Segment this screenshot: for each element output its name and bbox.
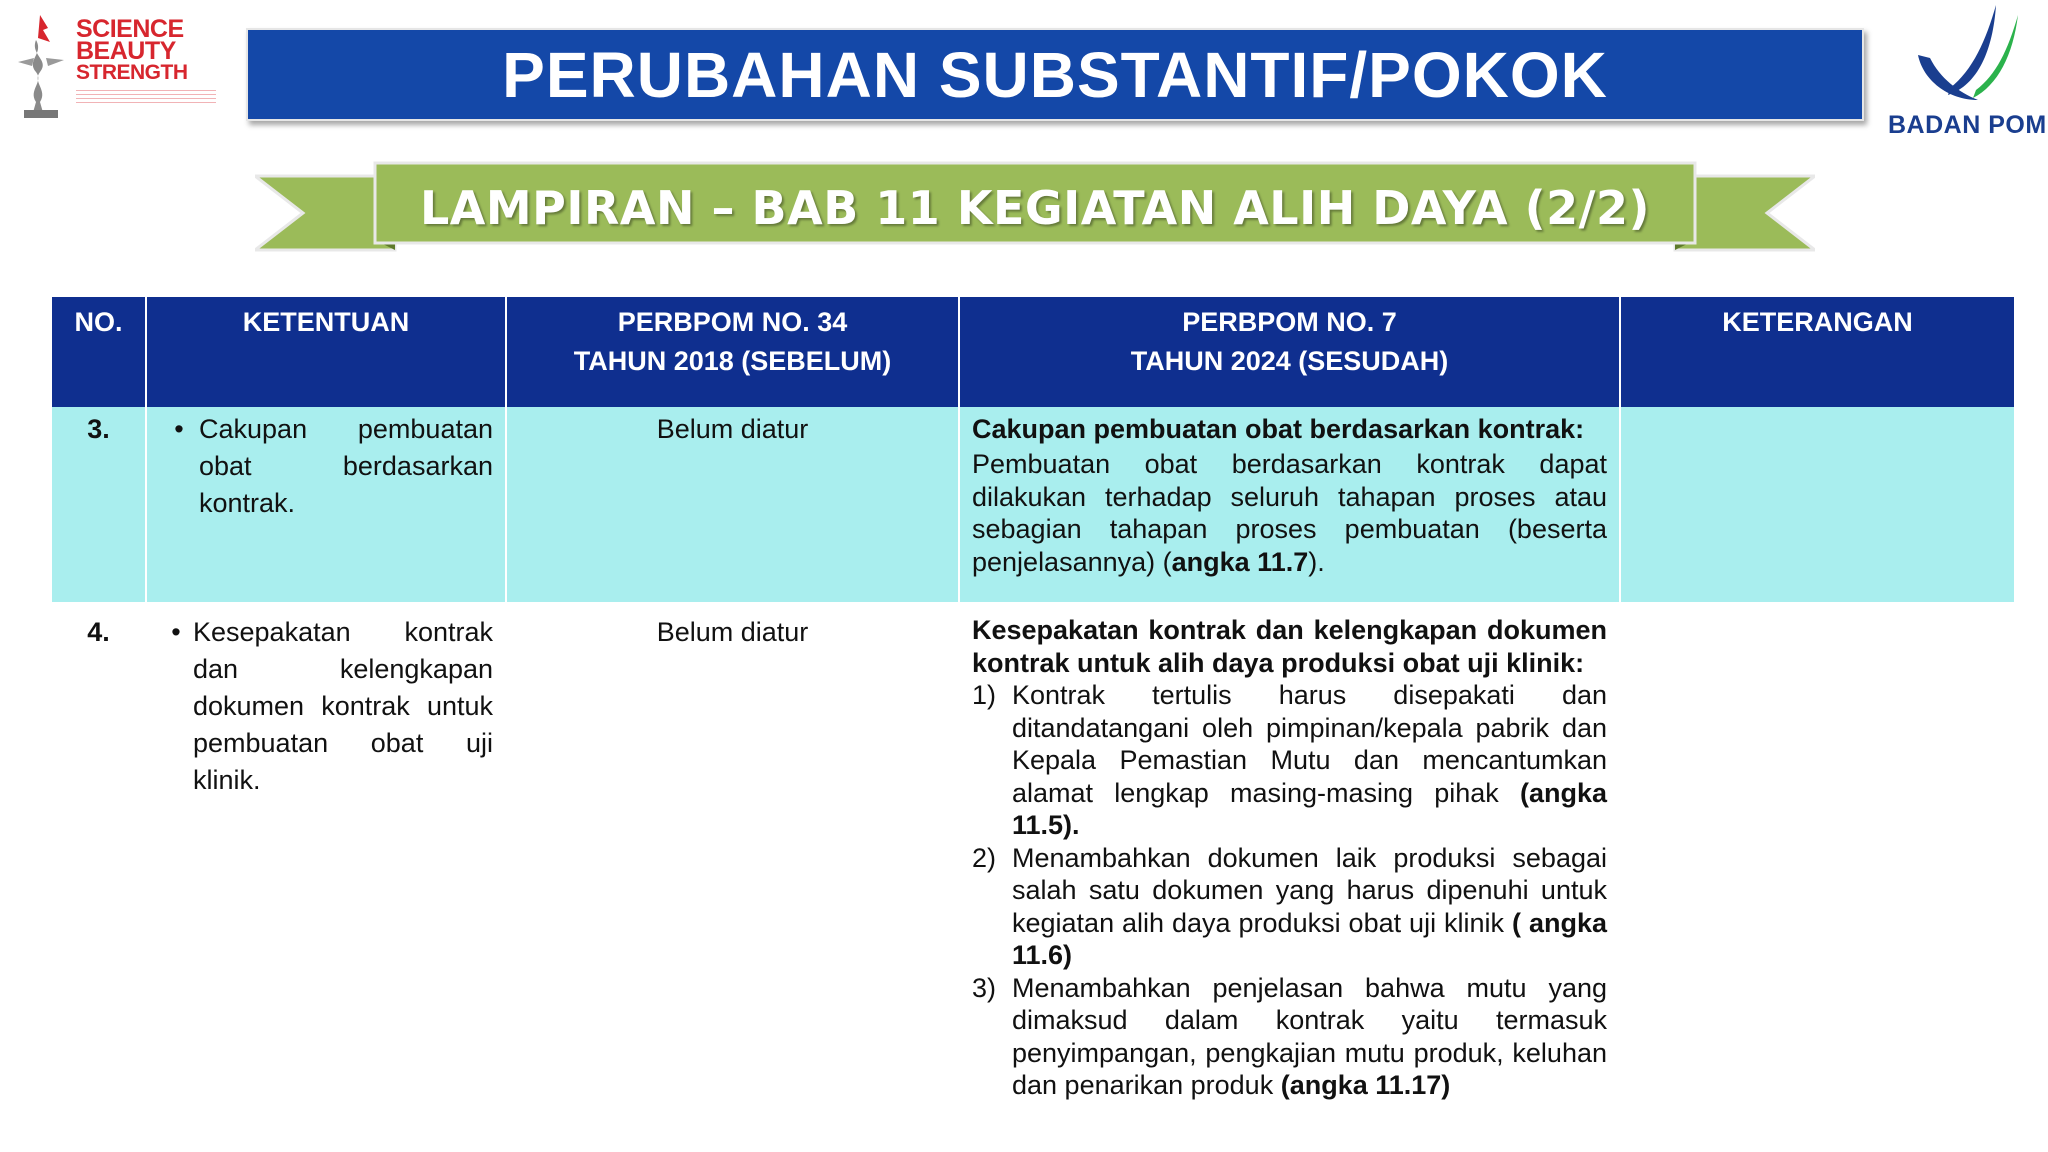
sesudah-tail: ). <box>1308 546 1325 577</box>
sesudah-ref: angka 11.7 <box>1171 546 1309 577</box>
header-no: NO. <box>52 297 146 407</box>
list-text-body: Kontrak tertulis harus disepakati dan ditandatangani oleh pimpinan/kepala pabrik dan Kepala Pemastian Mutu dan mencantumkan alamat lengkap masing-masing pihak <box>1012 680 1607 808</box>
sesudah-cell <box>959 407 1620 602</box>
list-item <box>972 679 1607 842</box>
sesudah-text: Pembuatan obat berdasarkan kontrak dapat dilakukan terhadap seluruh tahapan proses atau sebagian tahapan proses pembuatan (beserta penjelasannya) ( <box>972 449 1607 577</box>
list-item <box>972 842 1607 972</box>
row-number: 4. <box>52 602 146 1102</box>
bullet-icon: • <box>171 617 181 647</box>
list-number: 3) <box>972 972 997 1003</box>
ketentuan-cell <box>146 602 506 1102</box>
sesudah-paragraph <box>972 448 1607 578</box>
list-ref: (angka 11.17) <box>1280 1070 1451 1100</box>
table-row <box>52 602 2014 1102</box>
list-ref: (angka 11.5). <box>1012 777 1607 840</box>
table-header-row <box>52 297 2014 407</box>
logo-word-beauty: BEAUTY <box>76 37 176 65</box>
section-ribbon <box>255 158 1815 258</box>
header-keterangan: KETERANGAN <box>1620 297 2014 407</box>
header-sebelum <box>506 297 959 407</box>
list-text-body: Menambahkan dokumen laik produksi sebagai salah satu dokumen yang harus dipenuhi untuk kegiatan alih daya produksi obat uji klinik <box>1012 842 1607 938</box>
ketentuan-text: Cakupan pembuatan obat berdasarkan kontrak. <box>199 414 493 518</box>
list-text <box>1012 972 1607 1102</box>
header-sebelum-line2: TAHUN 2018 (SEBELUM) <box>573 346 892 376</box>
list-item <box>972 972 1607 1102</box>
science-beauty-strength-logo <box>10 10 215 120</box>
row-number: 3. <box>52 407 146 602</box>
list-number: 2) <box>972 842 997 873</box>
ketentuan-cell <box>146 407 506 602</box>
badan-pom-logo <box>1878 0 2048 140</box>
sebelum-cell: Belum diatur <box>506 602 959 1102</box>
bullet-icon: • <box>174 414 184 444</box>
table-row <box>52 407 2014 602</box>
logo-fine-print <box>76 90 216 106</box>
header-sesudah-line1: PERBPOM NO. 7 <box>1182 307 1397 337</box>
logo-word-science: SCIENCE <box>76 15 184 43</box>
title-banner <box>246 28 1864 121</box>
sesudah-cell <box>959 602 1620 1102</box>
comparison-table <box>52 297 2014 1102</box>
list-text <box>1012 679 1607 842</box>
sebelum-cell: Belum diatur <box>506 407 959 602</box>
ribbon-label: LAMPIRAN – BAB 11 KEGIATAN ALIH DAYA (2/2) <box>419 181 1651 235</box>
header-sesudah <box>959 297 1620 407</box>
sesudah-heading: Cakupan pembuatan obat berdasarkan kontrak: <box>972 414 1585 444</box>
list-number: 1) <box>972 680 997 710</box>
list-text <box>1012 842 1607 972</box>
header-sesudah-line2: TAHUN 2024 (SESUDAH) <box>1130 346 1449 376</box>
torch-figure-icon <box>10 10 72 120</box>
ketentuan-text: Kesepakatan kontrak dan kelengkapan dokumen kontrak untuk pembuatan obat uji klinik. <box>193 617 493 795</box>
badan-pom-swoosh-icon <box>1878 0 2048 110</box>
list-ref: ( angka 11.6) <box>1012 907 1607 970</box>
header-ketentuan: KETENTUAN <box>146 297 506 407</box>
header-sebelum-line1: PERBPOM NO. 34 <box>617 307 848 337</box>
logo-word-strength: STRENGTH <box>76 61 188 84</box>
badan-pom-text: BADAN POM <box>1888 111 2047 139</box>
sesudah-list <box>972 679 1607 1102</box>
keterangan-cell <box>1620 602 2014 1102</box>
keterangan-cell <box>1620 407 2014 602</box>
page-title: PERUBAHAN SUBSTANTIF/POKOK <box>502 38 1608 111</box>
list-text-body: Menambahkan penjelasan bahwa mutu yang dimaksud dalam kontrak yaitu termasuk penyimpangan, pengkajian mutu produk, keluhan dan penarikan produk <box>1012 972 1607 1100</box>
sesudah-heading: Kesepakatan kontrak dan kelengkapan dokumen kontrak untuk alih daya produksi obat uji klinik: <box>972 615 1607 678</box>
